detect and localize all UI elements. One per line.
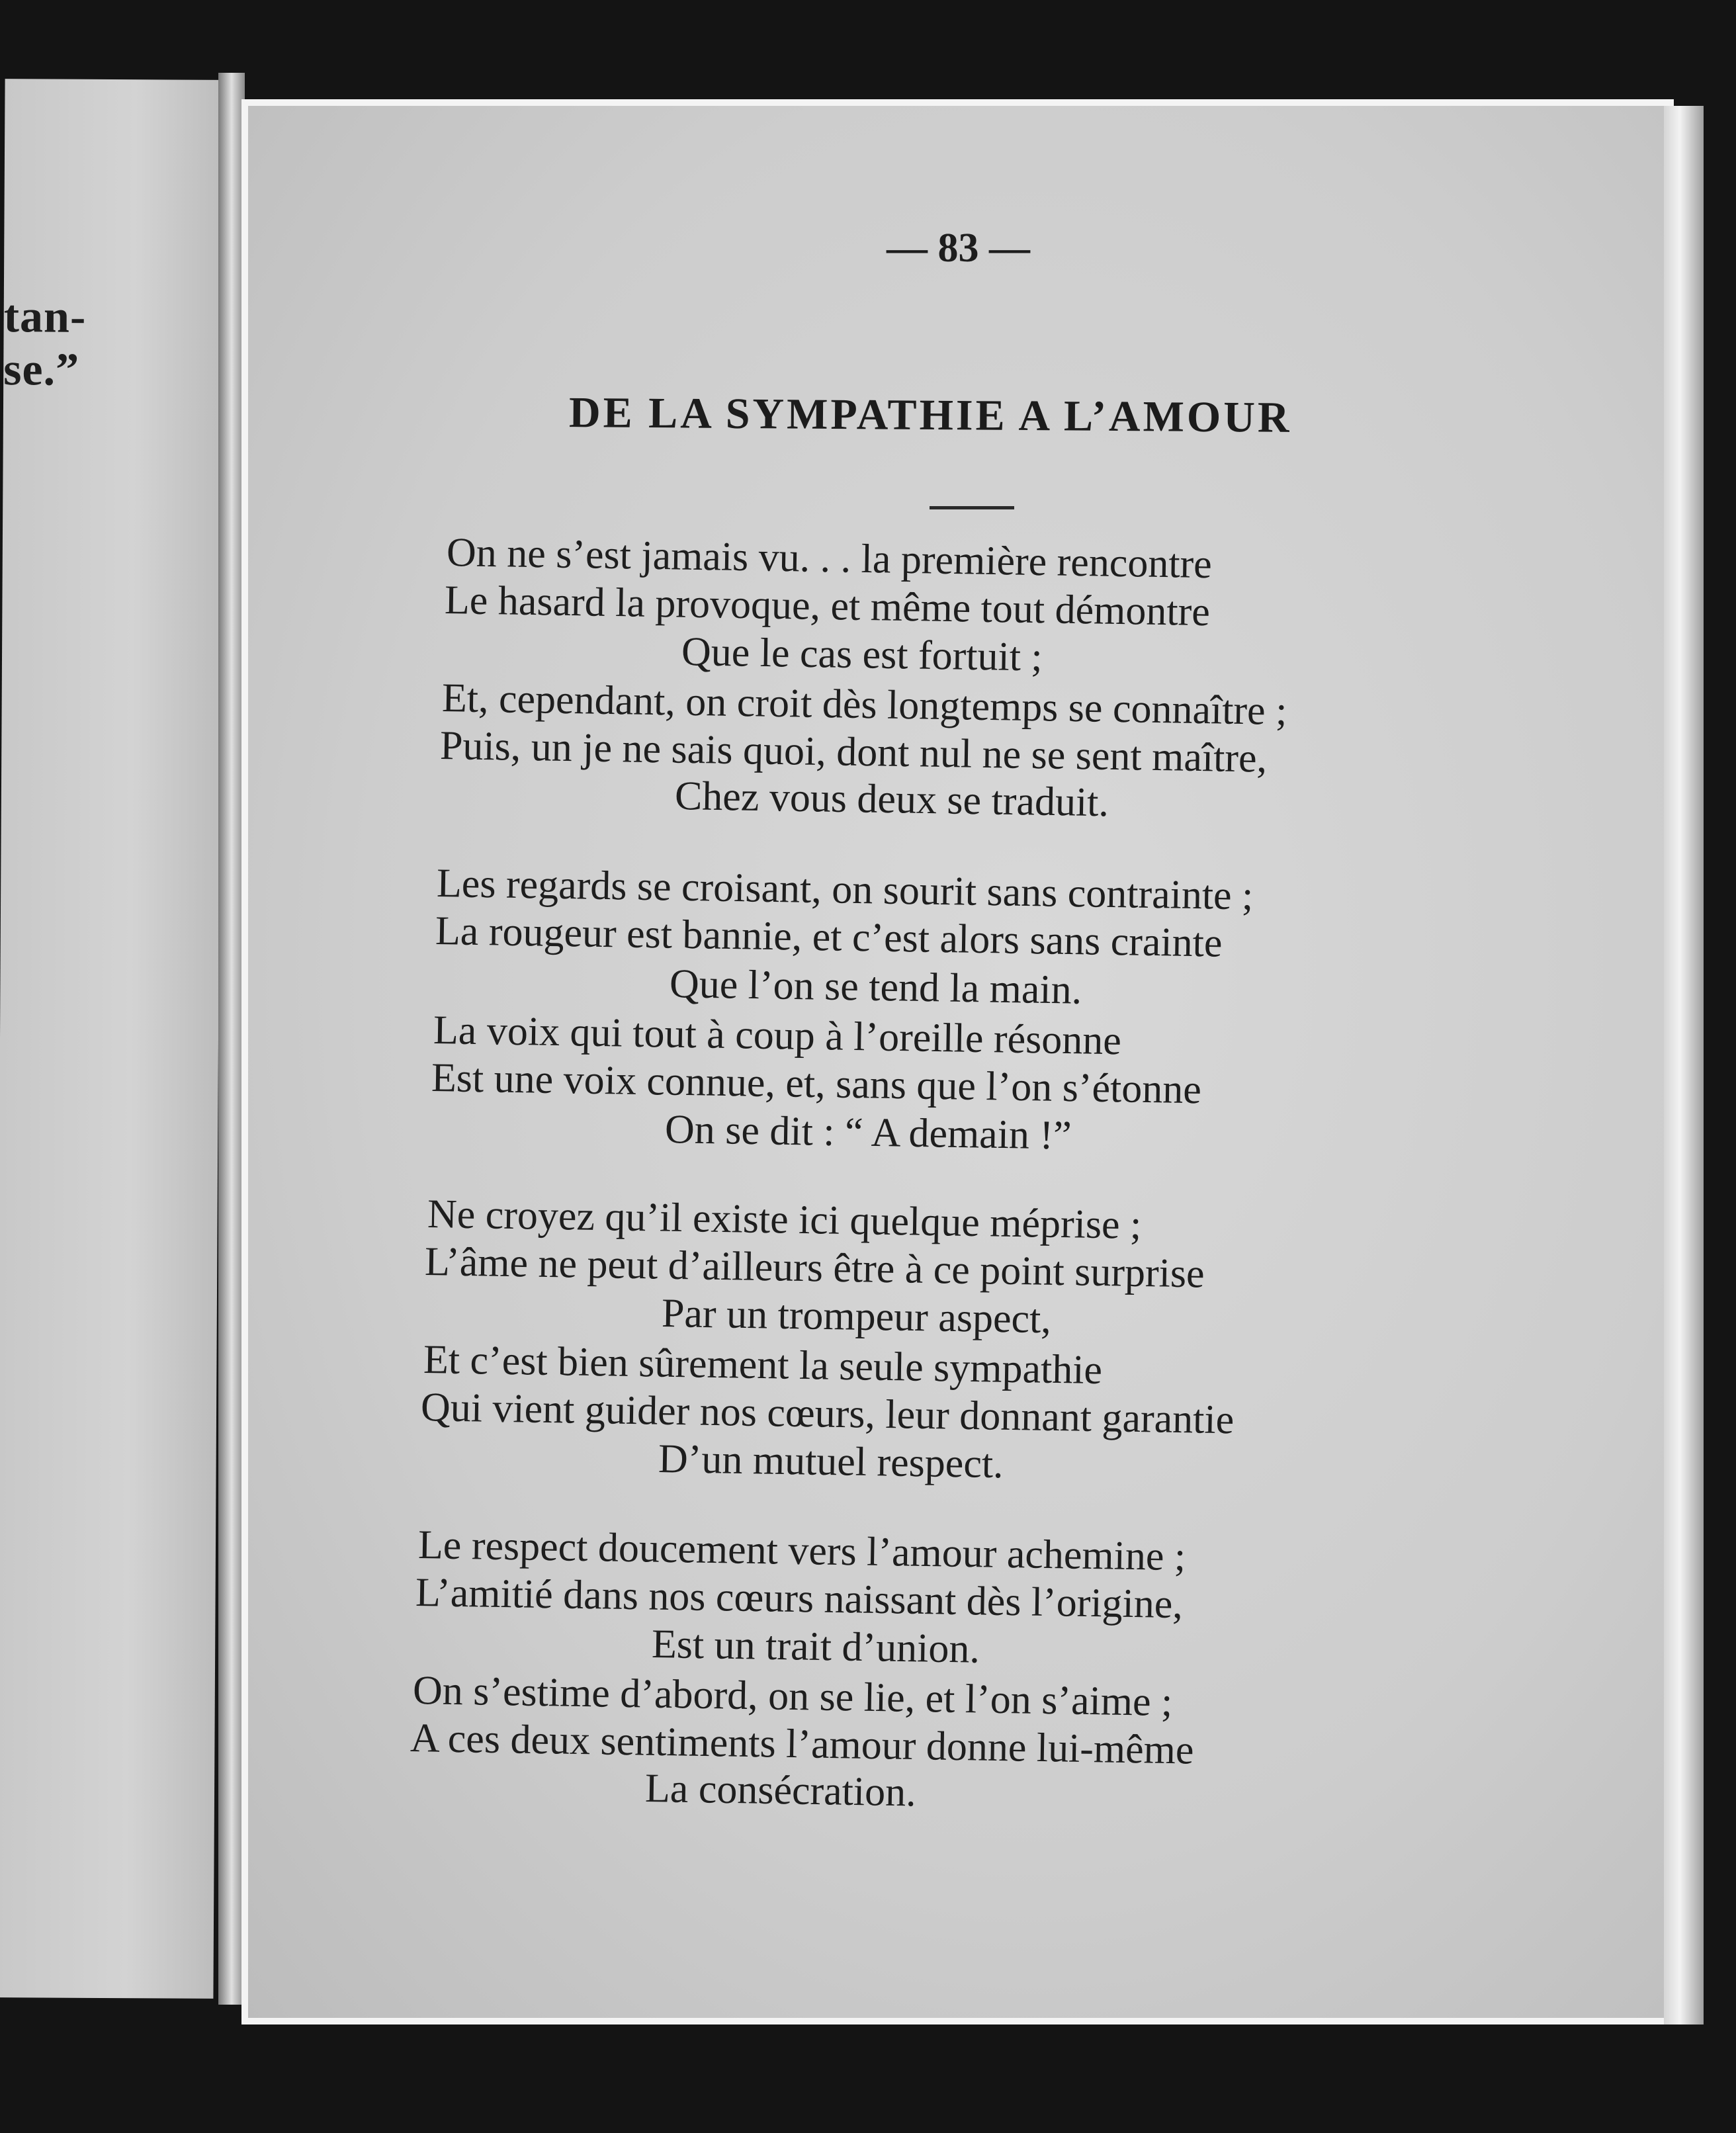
poem-line: La rougeur est bannie, et c’est alors sans crainte	[435, 908, 1223, 966]
poem-line: Qui vient guider nos cœurs, leur donnant garantie	[420, 1385, 1235, 1443]
page-number: — 83 —	[887, 226, 1030, 271]
poem-line: Et c’est bien sûrement la seule sympathie	[423, 1337, 1103, 1393]
poem-line: Est un trait d’union.	[651, 1622, 980, 1672]
poem-line: Le hasard la provoque, et même tout démontre	[444, 578, 1211, 635]
poem-line: Est une voix connue, et, sans que l’on s’étonne	[431, 1055, 1202, 1113]
poem-line: On s’estime d’abord, on se lie, et l’on s’aime ;	[412, 1668, 1173, 1725]
poem-line: Chez vous deux se traduit.	[674, 773, 1109, 826]
poem-line: L’amitié dans nos cœurs naissant dès l’origine,	[415, 1570, 1184, 1628]
facing-page-fragment: tan-	[3, 291, 87, 343]
poem-line: Ne croyez qu’il existe ici quelque méprise ;	[427, 1192, 1142, 1248]
poem-line: Les regards se croisant, on sourit sans contrainte ;	[436, 861, 1254, 919]
poem-line: L’âme ne peut d’ailleurs être à ce point surprise	[424, 1239, 1205, 1297]
facing-page	[0, 79, 224, 1999]
poem-line: D’un mutuel respect.	[658, 1436, 1004, 1487]
poem-line: Le respect doucement vers l’amour achemine ;	[417, 1522, 1186, 1580]
poem-line: La consécration.	[644, 1766, 917, 1815]
poem-line: La voix qui tout à coup à l’oreille résonne	[433, 1008, 1122, 1064]
poem-line: Puis, un je ne sais quoi, dont nul ne se sent maître,	[439, 723, 1268, 781]
poem-line: Que l’on se tend la main.	[669, 961, 1082, 1013]
poem-line: On ne s’est jamais vu. . . la première rencontre	[446, 530, 1213, 588]
poem-line: Par un trompeur aspect,	[661, 1291, 1052, 1342]
facing-page-fragment: se.”	[3, 344, 80, 396]
page-edge	[1664, 106, 1704, 2024]
book-spine	[218, 73, 245, 2005]
poem-line: Que le cas est fortuit ;	[681, 629, 1043, 680]
poem-line: Et, cependant, on croit dès longtemps se connaître ;	[441, 675, 1287, 734]
title-rule	[930, 506, 1014, 509]
poem-title: DE LA SYMPATHIE A L’AMOUR	[568, 388, 1292, 442]
poem-line: A ces deux sentiments l’amour donne lui-même	[410, 1716, 1195, 1773]
poem-line: On se dit : “ A demain !”	[664, 1107, 1072, 1158]
